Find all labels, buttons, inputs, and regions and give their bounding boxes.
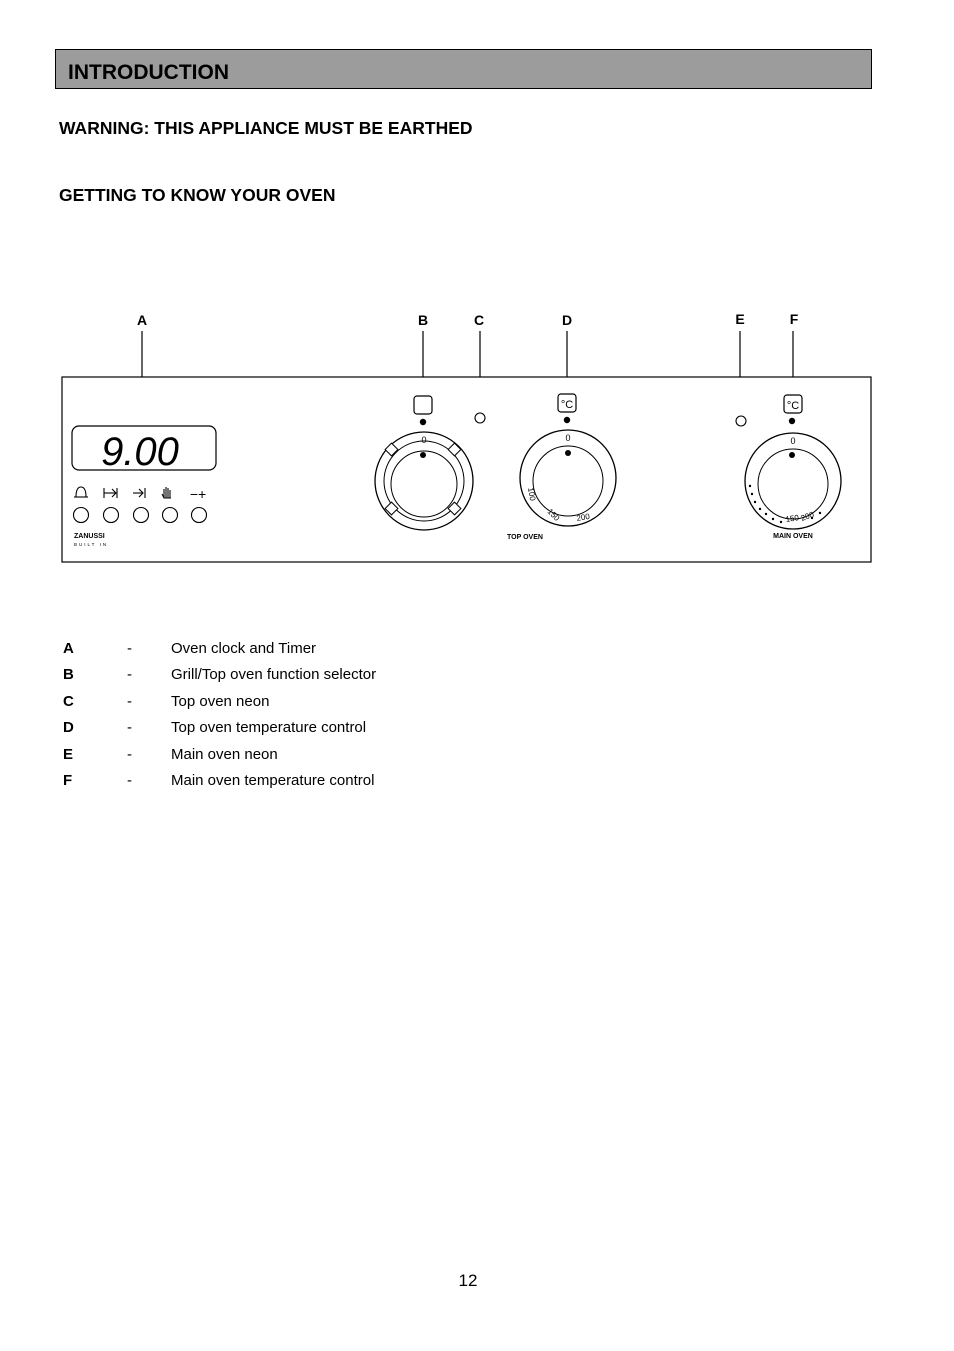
main-temp-mark-150: 150: [785, 513, 800, 524]
top-temp-mark-150: 150: [545, 507, 562, 523]
legend-text: Oven clock and Timer: [171, 640, 317, 657]
main-oven-temp-dot: [789, 418, 795, 424]
callout-c: C: [473, 312, 485, 328]
legend-text: Main oven neon: [171, 745, 278, 763]
clock-button-bell[interactable]: [74, 508, 89, 523]
main-oven-neon: [736, 416, 746, 426]
page-number: 12: [458, 1271, 478, 1290]
clock-button-minus-plus[interactable]: [192, 508, 207, 523]
legend-text: Grill/Top oven function selector: [171, 666, 377, 684]
legend-key: A: [63, 640, 74, 657]
legend-key: E: [63, 745, 74, 763]
warning-heading: WARNING: THIS APPLIANCE MUST BE EARTHED: [59, 118, 473, 138]
top-temp-mark-200: 200: [575, 511, 591, 523]
top-oven-label: TOP OVEN: [507, 534, 543, 541]
callout-b: B: [417, 312, 429, 328]
legend-key: C: [63, 692, 74, 710]
callout-f: F: [789, 311, 799, 327]
function-knob-zero: 0: [421, 435, 427, 445]
brand-logo: ZANUSSI: [74, 533, 105, 540]
main-temp-mark-200: 200: [799, 509, 816, 523]
top-oven-temp-knob[interactable]: [520, 430, 616, 526]
function-selector-knob[interactable]: [375, 432, 473, 530]
oven-control-panel-diagram: [0, 300, 954, 580]
legend-text: Top oven neon: [171, 692, 270, 710]
top-temp-mark-100: 100: [526, 486, 538, 502]
function-selector-dot: [420, 419, 426, 425]
clock-button-manual[interactable]: [163, 508, 178, 523]
callout-e: E: [735, 311, 745, 327]
legend-dash: -: [127, 771, 132, 789]
callout-a: A: [136, 312, 148, 328]
legend-key: D: [63, 719, 74, 737]
top-knob-zero: 0: [565, 433, 571, 443]
legend-dash: -: [127, 666, 132, 684]
clock-button-cook-time[interactable]: [104, 508, 119, 523]
legend-dash: -: [127, 692, 132, 710]
subheading: GETTING TO KNOW YOUR OVEN: [59, 185, 336, 205]
legend-dash: -: [127, 640, 132, 657]
main-oven-label: MAIN OVEN: [773, 533, 813, 540]
legend-text: Top oven temperature control: [171, 719, 367, 737]
top-oven-temp-unit: °C: [560, 399, 574, 411]
top-oven-temp-dot: [564, 417, 570, 423]
clock-digits: 9.00: [101, 430, 179, 474]
clock-button-end-time[interactable]: [134, 508, 149, 523]
brand-sub: BUILT IN: [74, 542, 109, 547]
section-title: INTRODUCTION: [68, 61, 229, 84]
minus-plus-icon: −+: [189, 486, 207, 502]
main-knob-zero: 0: [790, 436, 796, 446]
main-oven-temp-unit: °C: [786, 400, 800, 412]
top-oven-neon: [475, 413, 485, 423]
legend-key: F: [63, 771, 73, 789]
legend-key: B: [63, 666, 74, 684]
function-selector-symbol: [414, 396, 432, 414]
legend-text: Main oven temperature control: [171, 771, 375, 789]
callout-d: D: [561, 312, 573, 328]
legend-dash: -: [127, 719, 132, 737]
legend-dash: -: [127, 745, 132, 763]
section-banner: [55, 49, 872, 89]
